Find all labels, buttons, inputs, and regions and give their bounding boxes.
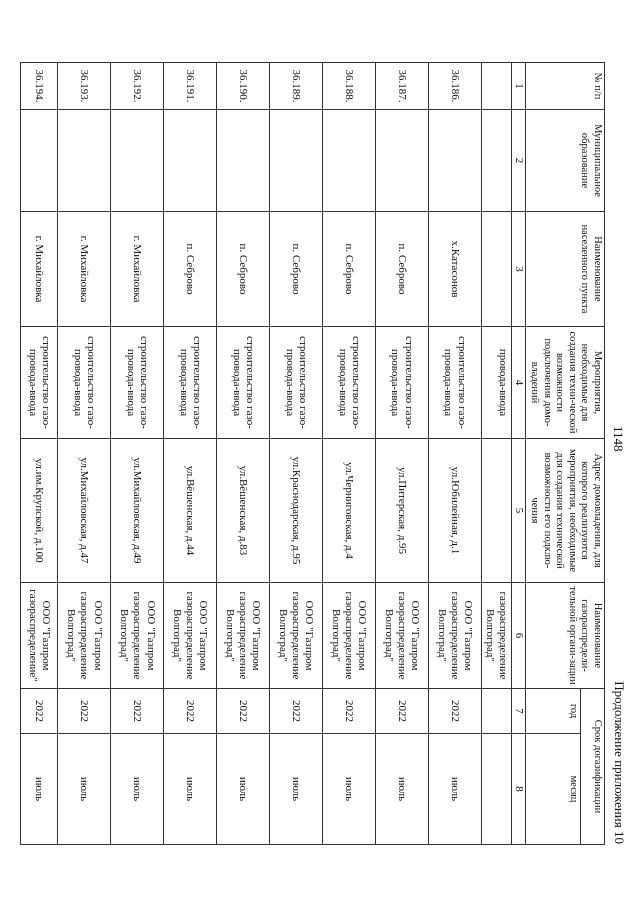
column-index: 6 [512, 583, 526, 689]
table-row [58, 63, 111, 845]
cell-settlement: п. Себрово [217, 212, 270, 327]
cell-address: ул.им.Крупской, д.100 [21, 439, 58, 583]
table-row [111, 63, 164, 845]
table-row-carryover [481, 63, 511, 845]
cell-municipality [58, 110, 111, 212]
table-row [323, 63, 376, 845]
cell-settlement: г. Михайловка [21, 212, 58, 327]
cell-month: июль [164, 734, 217, 845]
cell-municipality [111, 110, 164, 212]
cell-year: 2022 [217, 689, 270, 734]
cell-address: ул.Михайловская, д.47 [58, 439, 111, 583]
cell-empty [481, 110, 511, 212]
cell-organization: ООО "Газпром газораспределение Волгоград" [111, 583, 164, 689]
cell-year: 2022 [111, 689, 164, 734]
continuation-note: Продолжение приложения 10 [612, 681, 627, 844]
cell-month: июль [270, 734, 323, 845]
cell-organization: ООО "Газпром газораспределение Волгоград" [376, 583, 429, 689]
cell-organization: ООО "Газпром газораспределение Волгоград" [58, 583, 111, 689]
table-row [376, 63, 429, 845]
cell-year: 2022 [376, 689, 429, 734]
cell-municipality [428, 110, 481, 212]
cell-address: ул.Михайловская, д.49 [111, 439, 164, 583]
cell-settlement: п. Себрово [323, 212, 376, 327]
cell-num: 36.186. [428, 63, 481, 110]
header-year: год [526, 689, 581, 734]
cell-organization: ООО "Газпром газораспределение" [21, 583, 58, 689]
cell-month: июль [323, 734, 376, 845]
gasification-table [20, 62, 605, 845]
cell-num: 36.191. [164, 63, 217, 110]
cell-num: 36.190. [217, 63, 270, 110]
cell-empty [481, 212, 511, 327]
cell-empty [481, 439, 511, 583]
header-settlement: Наименование населенного пункта [526, 212, 605, 327]
cell-num: 36.187. [376, 63, 429, 110]
cell-address: ул.Краснодарская, д.95 [270, 439, 323, 583]
table-row [217, 63, 270, 845]
page-number: 1148 [611, 426, 626, 452]
cell-measure: строительство газо-провода-ввода [376, 327, 429, 439]
cell-settlement: г. Михайловка [58, 212, 111, 327]
cell-month: июль [111, 734, 164, 845]
cell-month: июль [376, 734, 429, 845]
cell-organization: ООО "Газпром газораспределение Волгоград" [164, 583, 217, 689]
cell-num: 36.193. [58, 63, 111, 110]
header-address: Адрес домовладения, для которого реализуются мероприятия, необходимые для создания технической возможности его подклю-чения [526, 439, 605, 583]
cell-measure: строительство газо-провода-ввода [217, 327, 270, 439]
cell-year: 2022 [21, 689, 58, 734]
cell-empty [481, 63, 511, 110]
cell-measure: строительство газо-провода-ввода [111, 327, 164, 439]
column-index: 2 [512, 110, 526, 212]
cell-settlement: п. Себрово [376, 212, 429, 327]
cell-num: 36.194. [21, 63, 58, 110]
header-month: месяц [526, 734, 581, 845]
cell-organization: ООО "Газпром газораспределение Волгоград" [323, 583, 376, 689]
column-index: 1 [512, 63, 526, 110]
cell-month: июль [58, 734, 111, 845]
cell-month: июль [428, 734, 481, 845]
cell-year: 2022 [323, 689, 376, 734]
column-index: 7 [512, 689, 526, 734]
cell-organization: ООО "Газпром газораспределение Волгоград" [270, 583, 323, 689]
cell-address: ул.Юбилейная, д.1 [428, 439, 481, 583]
cell-address: ул.Вёшенская, д.83 [217, 439, 270, 583]
header-organization: Наименование газораспредели-тельной органи-зации [526, 583, 605, 689]
cell-municipality [376, 110, 429, 212]
table-row [21, 63, 58, 845]
cell-measure: провода-ввода [481, 327, 511, 439]
cell-address: ул.Вёшенская, д.44 [164, 439, 217, 583]
table-row [270, 63, 323, 845]
cell-measure: строительство газо-провода-ввода [428, 327, 481, 439]
cell-measure: строительство газо-провода-ввода [270, 327, 323, 439]
cell-num: 36.188. [323, 63, 376, 110]
column-index: 5 [512, 439, 526, 583]
cell-settlement: п. Себрово [270, 212, 323, 327]
cell-municipality [270, 110, 323, 212]
cell-month: июль [217, 734, 270, 845]
header-municipality: Муниципальное образование [526, 110, 605, 212]
cell-measure: строительство газо-провода-ввода [58, 327, 111, 439]
cell-measure: строительство газо-провода-ввода [323, 327, 376, 439]
table-row [428, 63, 481, 845]
column-index: 4 [512, 327, 526, 439]
column-index: 3 [512, 212, 526, 327]
cell-measure: строительство газо-провода-ввода [164, 327, 217, 439]
cell-empty [481, 734, 511, 845]
cell-settlement: х.Катасонов [428, 212, 481, 327]
cell-municipality [21, 110, 58, 212]
cell-year: 2022 [164, 689, 217, 734]
cell-settlement: г. Михайловка [111, 212, 164, 327]
cell-empty [481, 689, 511, 734]
cell-organization: ООО "Газпром газораспределение Волгоград" [428, 583, 481, 689]
cell-organization: ООО "Газпром газораспределение Волгоград" [217, 583, 270, 689]
cell-municipality [164, 110, 217, 212]
cell-settlement: п. Себрово [164, 212, 217, 327]
cell-year: 2022 [270, 689, 323, 734]
cell-municipality [217, 110, 270, 212]
header-measure: Мероприятия, необходимые для создания техни-ческой возможности подключения домо-владений [526, 327, 605, 439]
cell-measure: строительство газо-провода-ввода [21, 327, 58, 439]
cell-year: 2022 [428, 689, 481, 734]
header-term: Срок догазификации [581, 689, 605, 845]
table-row [164, 63, 217, 845]
cell-address: ул.Черниговская, д.4 [323, 439, 376, 583]
cell-municipality [323, 110, 376, 212]
cell-address: ул.Питерская, д.95 [376, 439, 429, 583]
cell-num: 36.189. [270, 63, 323, 110]
cell-num: 36.192. [111, 63, 164, 110]
cell-year: 2022 [58, 689, 111, 734]
cell-month: июль [21, 734, 58, 845]
header-num: № п/п [526, 63, 605, 110]
column-index: 8 [512, 734, 526, 845]
cell-organization: газораспределение Волгоград" [481, 583, 511, 689]
